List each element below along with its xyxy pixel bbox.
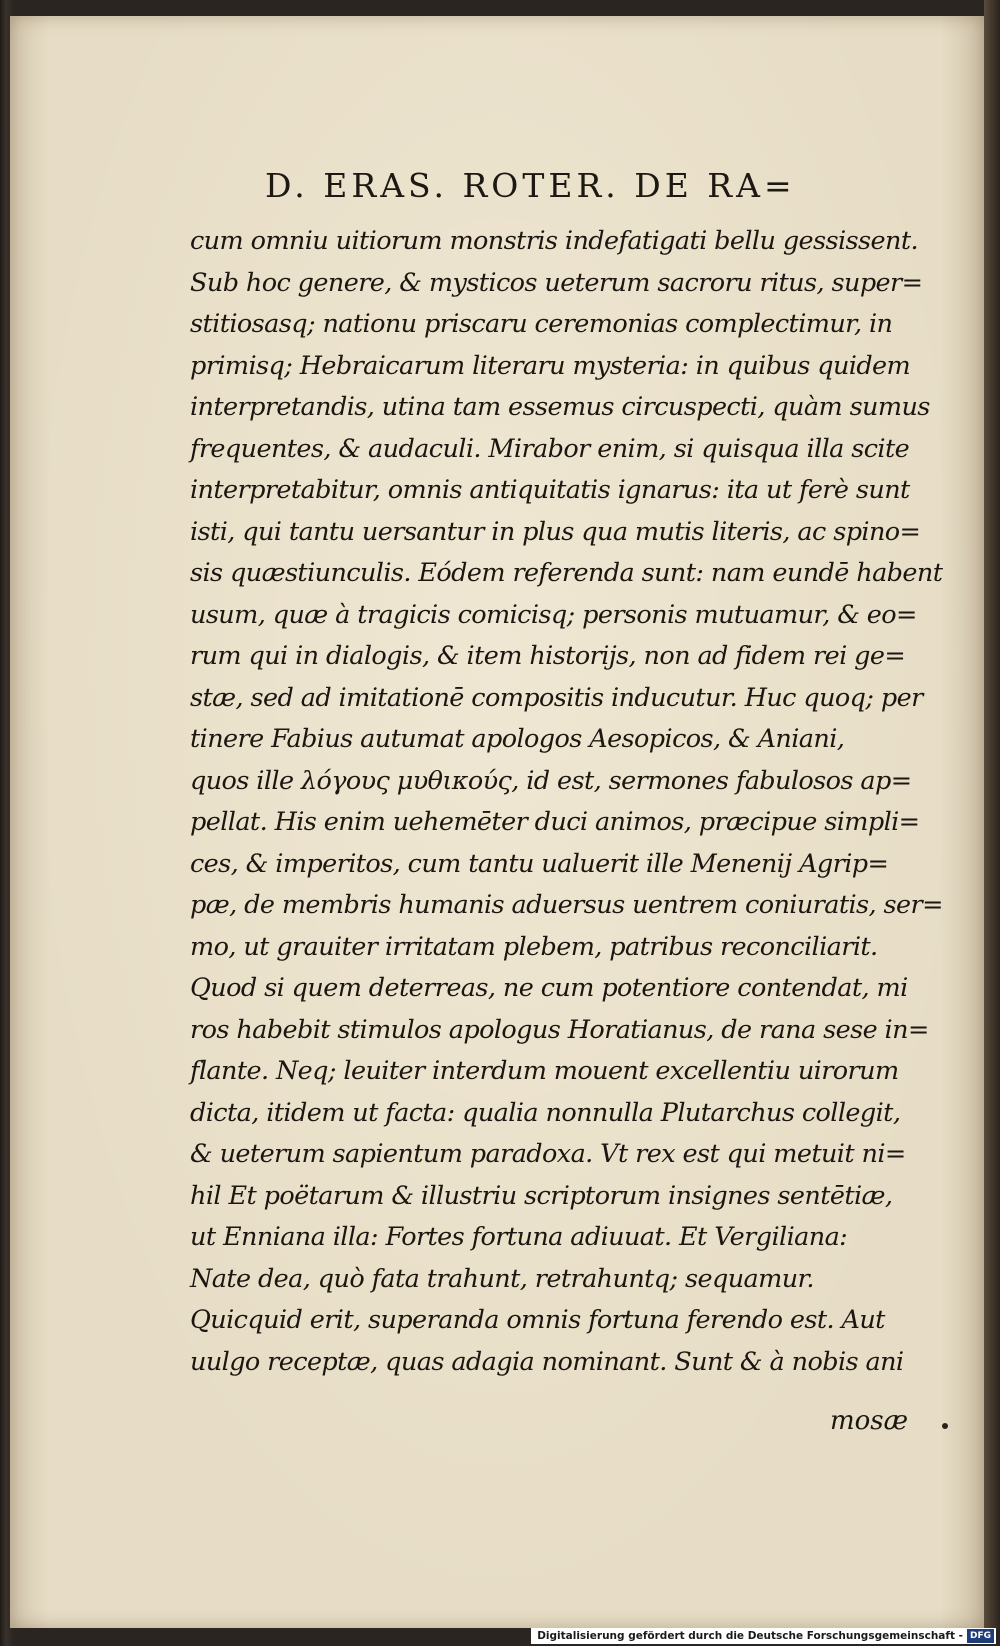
text-line: Sub hoc genere, & mysticos ueterum sacroru ritus, super= — [190, 267, 923, 298]
book-page — [10, 16, 984, 1628]
text-line: stitiosasq; nationu priscaru ceremonias complectimur, in — [190, 309, 893, 339]
text-line: primisq; Hebraicarum literaru mysteria: in quibus quidem — [190, 350, 911, 381]
text-line: pellat. His enim uehemēter duci animos, præcipue simpli= — [190, 807, 920, 837]
text-line: frequentes, & audaculi. Mirabor enim, si quisqua illa scite — [190, 433, 910, 464]
text-line: interpretandis, utina tam essemus circuspecti, quàm sumus — [190, 392, 930, 422]
text-line: interpretabitur, omnis antiquitatis ignarus: ita ut ferè sunt — [190, 475, 910, 505]
text-line: usum, quæ à tragicis comicisq; personis mutuamur, & eo= — [190, 599, 917, 630]
ink-speck — [942, 1423, 948, 1429]
text-line: mo, ut grauiter irritatam plebem, patribus reconciliarit. — [190, 931, 878, 962]
text-line: ces, & imperitos, cum tantu ualuerit ille Menenij Agrip= — [190, 848, 889, 879]
text-line: rum qui in dialogis, & item historijs, non ad fidem rei ge= — [190, 641, 906, 671]
text-line: Nate dea, quò fata trahunt, retrahuntq; sequamur. — [190, 1263, 814, 1294]
text-line: flante. Neq; leuiter interdum mouent excellentiu uirorum — [190, 1056, 899, 1086]
text-line: hil Et poëtarum & illustriu scriptorum insignes sentētiæ, — [190, 1180, 893, 1211]
text-line: sis quæstiunculis. Eódem referenda sunt: nam eundē habent — [190, 558, 943, 588]
text-line: ut Enniana illa: Fortes fortuna adiuuat. Et Vergiliana: — [190, 1222, 848, 1252]
text-line: cum omniu uitiorum monstris indefatigati bellu gessissent. — [190, 226, 918, 256]
body-text — [190, 221, 943, 1383]
text-line: Quod si quem deterreas, ne cum potentiore contendat, mi — [190, 973, 908, 1003]
text-line: isti, qui tantu uersantur in plus qua mutis literis, ac spino= — [190, 516, 921, 547]
text-line: stæ, sed ad imitationē compositis inducutur. Huc quoq; per — [190, 682, 923, 713]
text-line: pæ, de membris humanis aduersus uentrem coniuratis, ser= — [190, 890, 943, 920]
text-line: tinere Fabius autumat apologos Aesopicos, & Aniani, — [190, 724, 845, 754]
text-line: quos ille λόγους μυθικούς, id est, sermones fabulosos ap= — [190, 765, 912, 796]
page-edge-shadow — [984, 0, 1000, 1630]
running-head: D. ERAS. ROTER. DE RA= — [265, 166, 796, 205]
text-line: uulgo receptæ, quas adagia nominant. Sunt & à nobis ani — [190, 1346, 904, 1377]
credit-text: Digitalisierung gefördert durch die Deutsche Forschungsgemeinschaft - — [537, 1630, 963, 1642]
text-line: ros habebit stimulos apologus Horatianus, de rana sese in= — [190, 1014, 929, 1045]
digitization-credit — [531, 1628, 996, 1644]
catchword: mosæ — [830, 1406, 909, 1436]
text-line: Quicquid erit, superanda omnis fortuna ferendo est. Aut — [190, 1305, 885, 1335]
text-line: dicta, itidem ut facta: qualia nonnulla Plutarchus collegit, — [190, 1097, 901, 1128]
dfg-logo: DFG — [967, 1629, 994, 1643]
text-line: & ueterum sapientum paradoxa. Vt rex est qui metuit ni= — [190, 1139, 906, 1169]
